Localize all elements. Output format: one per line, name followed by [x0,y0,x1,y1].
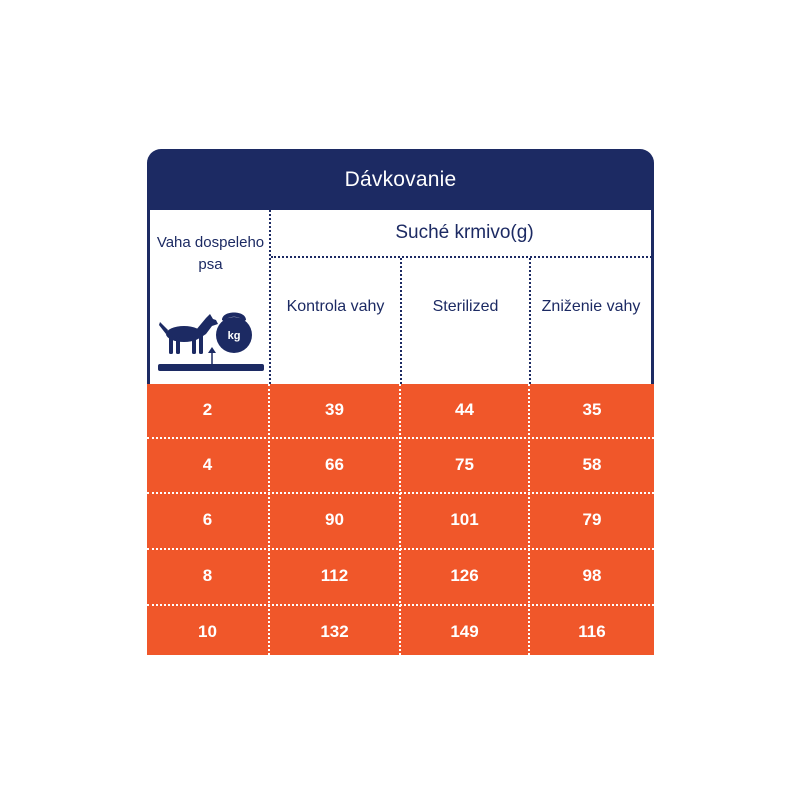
dry-food-header: Suché krmivo(g) [395,222,534,243]
table-title: Dávkovanie [147,149,654,210]
weight-cell: 2 [202,400,213,419]
weight-cell: 6 [202,510,213,529]
weight-cell: 8 [202,566,213,585]
value-cell: 149 [450,622,479,641]
weight-cell: 4 [202,455,213,474]
value-cell: 112 [320,566,349,585]
dosage-table [147,149,654,655]
value-cell: 126 [450,566,479,585]
weight-cell: 10 [198,622,217,641]
value-cell: 44 [455,400,474,419]
column-header-sterilized: Sterilized [432,298,499,315]
value-cell: 101 [450,510,479,529]
value-cell: 58 [582,455,602,474]
column-header-znizenie: Zniženie vahy [541,298,641,315]
value-cell: 98 [582,566,602,585]
value-cell: 90 [325,510,344,529]
table-header [147,210,654,384]
dog-kettlebell-icon [156,304,266,376]
value-cell: 39 [325,400,344,419]
value-cell: 79 [582,510,602,529]
kg-label: kg [227,330,241,342]
value-cell: 75 [455,455,474,474]
table-row [147,550,654,602]
weight-column-header: Vaha dospeleho psa [156,234,265,273]
table-body [147,384,654,655]
column-header-kontrola: Kontrola vahy [286,298,385,315]
table-row [147,606,654,658]
table-row [147,384,654,436]
table-row [147,494,654,546]
table-row [147,439,654,491]
value-cell: 66 [325,455,344,474]
value-cell: 132 [320,622,349,641]
value-cell: 116 [578,622,606,641]
value-cell: 35 [582,400,602,419]
